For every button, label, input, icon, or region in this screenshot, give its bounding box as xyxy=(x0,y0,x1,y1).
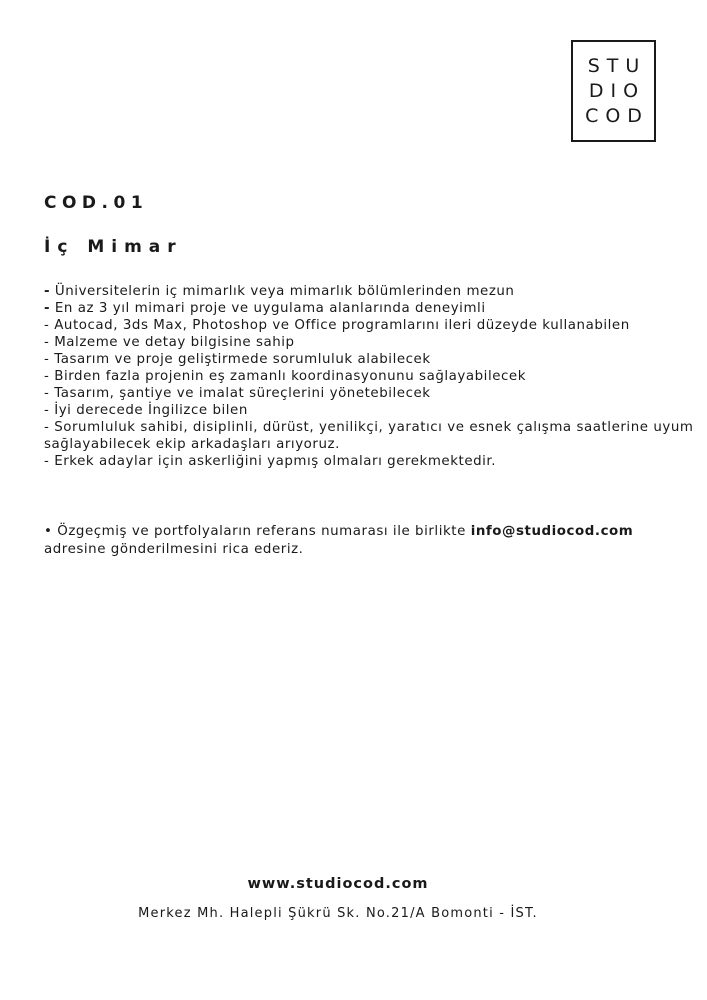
requirement-item xyxy=(44,283,694,300)
requirement-text: Malzeme ve detay bilgisine sahip xyxy=(54,335,295,350)
contact-email-link[interactable]: info@studiocod.com xyxy=(470,524,634,539)
logo-row-3: COD xyxy=(585,104,649,127)
bullet-dash: - xyxy=(44,369,50,384)
requirement-text: Autocad, 3ds Max, Photoshop ve Office programlarını ileri düzeyde kullanabilen xyxy=(54,318,630,333)
bullet-dot: • xyxy=(44,524,53,539)
bullet-dash: - xyxy=(44,284,51,299)
studiocod-logo xyxy=(571,40,656,142)
bullet-dash: - xyxy=(44,420,50,435)
requirement-text: Sorumluluk sahibi, disiplinli, dürüst, yenilikçi, yaratıcı ve esnek çalışma saatlerine uyum sağlayabilecek ekip arkadaşları arıyoruz. xyxy=(44,420,694,452)
requirement-item xyxy=(44,317,694,334)
requirement-text: En az 3 yıl mimari proje ve uygulama alanlarında deneyimli xyxy=(54,301,486,316)
application-instructions xyxy=(44,523,694,559)
bullet-dash: - xyxy=(44,318,50,333)
apply-text-after: adresine gönderilmesini rica ederiz. xyxy=(44,542,304,557)
apply-text-before: Özgeçmiş ve portfolyaların referans numarası ile birlikte xyxy=(57,524,466,539)
requirement-item xyxy=(44,385,694,402)
bullet-dash: - xyxy=(44,301,51,316)
office-address: Merkez Mh. Halepli Şükrü Sk. No.21/A Bomonti - İST. xyxy=(138,906,538,921)
requirement-item xyxy=(44,368,694,385)
bullet-dash: - xyxy=(44,386,50,401)
requirement-text: Üniversitelerin iç mimarlık veya mimarlık bölümlerinden mezun xyxy=(54,284,515,299)
requirement-item xyxy=(44,334,694,351)
job-code: COD.01 xyxy=(44,193,149,213)
bullet-dash: - xyxy=(44,335,50,350)
requirement-text: Tasarım ve proje geliştirmede sorumluluk alabilecek xyxy=(54,352,431,367)
job-title: İç Mimar xyxy=(44,237,183,257)
requirements-list xyxy=(44,283,694,470)
website-link[interactable]: www.studiocod.com xyxy=(247,876,429,892)
requirement-item xyxy=(44,402,694,419)
bullet-dash: - xyxy=(44,454,50,469)
requirement-text: İyi derecede İngilizce bilen xyxy=(54,403,248,418)
requirement-item xyxy=(44,419,694,453)
requirement-text: Tasarım, şantiye ve imalat süreçlerini yönetebilecek xyxy=(54,386,431,401)
bullet-dash: - xyxy=(44,403,50,418)
logo-row-1: STU xyxy=(587,54,647,77)
requirement-text: Birden fazla projenin eş zamanlı koordinasyonunu sağlayabilecek xyxy=(54,369,527,384)
bullet-dash: - xyxy=(44,352,50,367)
requirement-item xyxy=(44,300,694,317)
requirement-item xyxy=(44,351,694,368)
logo-row-2: DIO xyxy=(588,79,646,102)
requirement-item xyxy=(44,453,694,470)
requirement-text: Erkek adaylar için askerliğini yapmış olmaları gerekmektedir. xyxy=(54,454,497,469)
